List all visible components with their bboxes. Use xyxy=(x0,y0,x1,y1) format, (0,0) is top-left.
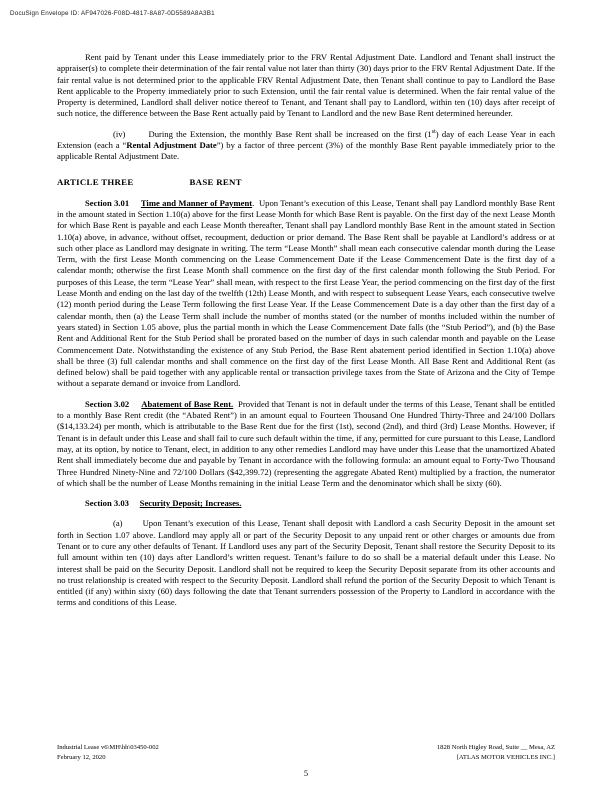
section-3-03-label: Section 3.03 xyxy=(85,498,129,509)
article-heading xyxy=(57,177,555,187)
section-3-01-label: Section 3.01 xyxy=(85,197,130,208)
section-3-02-title: Abatement of Base Rent. xyxy=(141,398,234,409)
page-footer xyxy=(57,743,555,762)
page-number: 5 xyxy=(303,769,309,778)
footer-document-code: Industrial Lease v6\MH\hh\03450-002 xyxy=(57,744,159,751)
section-3-01-title: Time and Manner of Payment xyxy=(140,197,253,208)
section-3-03-title: Security Deposit; Increases. xyxy=(139,498,242,509)
docusign-envelope-id: DocuSign Envelope ID: AF947026-F08D-4817-8A87-0D5589A8A3B1 xyxy=(10,10,215,17)
paragraph-iv-rental-adjustment xyxy=(57,129,555,163)
section-3-02-label: Section 3.02 xyxy=(85,398,130,409)
footer-tenant-name: [ATLAS MOTOR VEHICLES INC.] xyxy=(456,753,555,761)
term-rental-adjustment-date: Rental Adjustment Date xyxy=(126,140,217,151)
ordinal-st: st xyxy=(431,128,436,135)
clause-marker-a: (a) xyxy=(113,518,123,529)
section-3-03 xyxy=(57,498,555,509)
footer-property-address: 1828 North Higley Road, Suite __ Mesa, AZ xyxy=(436,744,555,751)
section-3-02-text: Provided that Tenant is not in default under the terms of this Lease, Tenant shall be entitled to a monthly Base Rent credit (the “Abated Rent”) in an amount equal to Fourteen Thousand One Hundred Thirty-Three and 24/100 Dollars ($14,133.24) per month, which is attributable to the Base Rent due for the first (1st), second (2nd), and third (3rd) Lease Months. However, if Tenant is in default under this Lease and shall fail to cure such default within the time, if any, permitted for cure pursuant to this Lease, Landlord may, at its option, by notice to Tenant, elect, in addition to any other remedies Landlord may have under this Lease that the unamortized Abated Rent shall immediately become due and payable by Tenant in accordance with the following formula: an amount equal to Forty-Two Thousand Three Hundred Ninety-Nine and 72/100 Dollars ($42,399.72) (representing the aggregate Abated Rent) multiplied by a fraction, the numerator of which shall be the number of Lease Months remaining in the initial Lease Term and the denominator which shall be sixty (60). xyxy=(57,398,556,488)
clause-iv-text-c: ”) by a factor of three percent (3%) of the monthly Base Rent payable immediately prior to the applicable Rental Adjustment Date. xyxy=(57,140,556,162)
section-3-01: Section 3.01 Time and Manner of Payment. Upon Tenant’s execution of this Lease, Tenant shall pay Landlord monthly Base Rent in the amount stated in Section 1.10(a) above for the first Lease Month for which Base Rent is payable. On the first day of the next Lease Month for which Base Rent is payable and each Lease Month thereafter, Tenant shall pay Landlord monthly Base Rent in the amount stated in Section 1.10(a) above, in advance, without offset, recoupment, deduction or prior demand. The Base Rent shall be payable at Landlord’s address or at such other place as Landlord may designate in writing. The term “Lease Month” shall mean each consecutive calendar month during the Lease Term, with the first Lease Month commencing on the Lease Commencement Date if the Lease Commencement Date is the first day of a calendar month; otherwise the first Lease Month shall commence on the first day of the first calendar month following the Stub Period. For purposes of this Lease, the term “Lease Year” shall mean, with respect to the first Lease Year, the period commencing on the first day of the first Lease Month and ending on the last day of the twelfth (12th) Lease Month, and with respect to subsequent Lease Years, each consecutive twelve (12) month period during the Lease Term following the first Lease Year. If the Lease Commencement Date is a day other than the first day of a calendar month, then (a) the Lease Term shall include the number of months stated (or the number of months included within the number of years stated) in Section 1.05 above, plus the partial month in which the Lease Commencement Date falls (the “Stub Period”), and (b) the Base Rent and Additional Rent for the Stub Period shall be prorated based on the number of days in such calendar month and payable on the Lease Commencement Date. Notwithstanding the existence of any Stub Period, the Base Rent abatement period identified in Section 1.10(a) above shall be three (3) full calendar months and shall commence on the first day of the first Lease Month. All Base Rent and Additional Rent (as defined below) shall be paid together with any applicable rental or transaction privilege taxes from the State of Arizona and the City of Tempe without a separate demand or invoice from Landlord. xyxy=(57,197,555,389)
section-3-03-subsection-a xyxy=(57,518,555,608)
document-body xyxy=(57,52,555,618)
clause-marker-iv: (iv) xyxy=(113,128,126,139)
article-title: BASE RENT xyxy=(189,176,242,187)
section-3-01-text: Upon Tenant’s execution of this Lease, Tenant shall pay Landlord monthly Base Rent in the amount stated in Section 1.10(a) above for the first Lease Month for which Base Rent is payable. On the first day of the next Lease Month for which Base Rent is payable and each Lease Month thereafter, Tenant shall pay Landlord monthly Base Rent in the amount stated in Section 1.10(a) above, in advance, without offset, recoupment, deduction or prior demand. The Base Rent shall be payable at Landlord’s address or at such other place as Landlord may designate in writing. The term “Lease Month” shall mean each consecutive calendar month during the Lease Term, with the first Lease Month commencing on the Lease Commencement Date if the Lease Commencement Date is the first day of a calendar month; otherwise the first Lease Month shall commence on the first day of the first calendar month following the Stub Period. For purposes of this Lease, the term “Lease Year” shall mean, with respect to the first Lease Year, the period commencing on the first day of the first Lease Month and ending on the last day of the twelfth (12th) Lease Month, and with respect to subsequent Lease Years, each consecutive twelve (12) month period during the Lease Term following the first Lease Year. If the Lease Commencement Date is a day other than the first day of a calendar month, then (a) the Lease Term shall include the number of months stated (or the number of months included within the number of years stated) in Section 1.05 above, plus the partial month in which the Lease Commencement Date falls (the “Stub Period”), and (b) the Base Rent and Additional Rent for the Stub Period shall be prorated based on the number of days in such calendar month and payable on the Lease Commencement Date. Notwithstanding the existence of any Stub Period, the Base Rent abatement period identified in Section 1.10(a) above shall be three (3) full calendar months and shall commence on the first day of the first Lease Month. All Base Rent and Additional Rent (as defined below) shall be paid together with any applicable rental or transaction privilege taxes from the State of Arizona and the City of Tempe without a separate demand or invoice from Landlord. xyxy=(57,197,555,389)
clause-iv-text-b: ) day of each Lease Year in each Extension (each a “ xyxy=(57,128,555,151)
article-number: ARTICLE THREE xyxy=(57,176,134,187)
clause-iv-text-a: During the Extension, the monthly Base Rent shall be increased on the first (1 xyxy=(148,128,432,139)
section-3-02 xyxy=(57,399,555,489)
paragraph-frv-continuation: Rent paid by Tenant under this Lease immediately prior to the FRV Rental Adjustment Date. Landlord and Tenant shall instruct the appraiser(s) to complete their determination of the fair rental value not later than thirty (30) days prior to the FRV Rental Adjustment Date. If the fair rental value is not determined prior to the applicable FRV Rental Adjustment Date, then Tenant shall continue to pay to Landlord the Base Rent applicable to the Property immediately prior to such Extension, until the fair rental value is determined. When the fair rental value of the Property is determined, Landlord shall deliver notice thereof to Tenant, and Tenant shall pay to Landlord, within ten (10) days after receipt of such notice, the difference between the Base Rent actually paid by Tenant to Landlord and the new Base Rent determined hereunder. xyxy=(57,52,555,119)
section-3-03-text: Upon Tenant’s execution of this Lease, Tenant shall deposit with Landlord a cash Security Deposit in the amount set forth in Section 1.07 above. Landlord may apply all or part of the Security Deposit to any unpaid rent or other charges or amounts due from Tenant or to cure any other defaults of Tenant. If Landlord uses any part of the Security Deposit, Tenant shall restore the Security Deposit to its full amount within ten (10) days after Landlord’s written request. Tenant’s failure to do so shall be a material default under this Lease. No interest shall be paid on the Security Deposit. Landlord shall not be required to keep the Security Deposit separate from its other accounts and no trust relationship is created with respect to the Security Deposit. Landlord shall refund the portion of the Security Deposit to which Tenant is entitled (if any) within sixty (60) days following the date that Tenant surrenders possession of the Property to Landlord in accordance with the terms and conditions of this Lease. xyxy=(57,518,556,608)
footer-date: February 12, 2020 xyxy=(57,753,106,761)
